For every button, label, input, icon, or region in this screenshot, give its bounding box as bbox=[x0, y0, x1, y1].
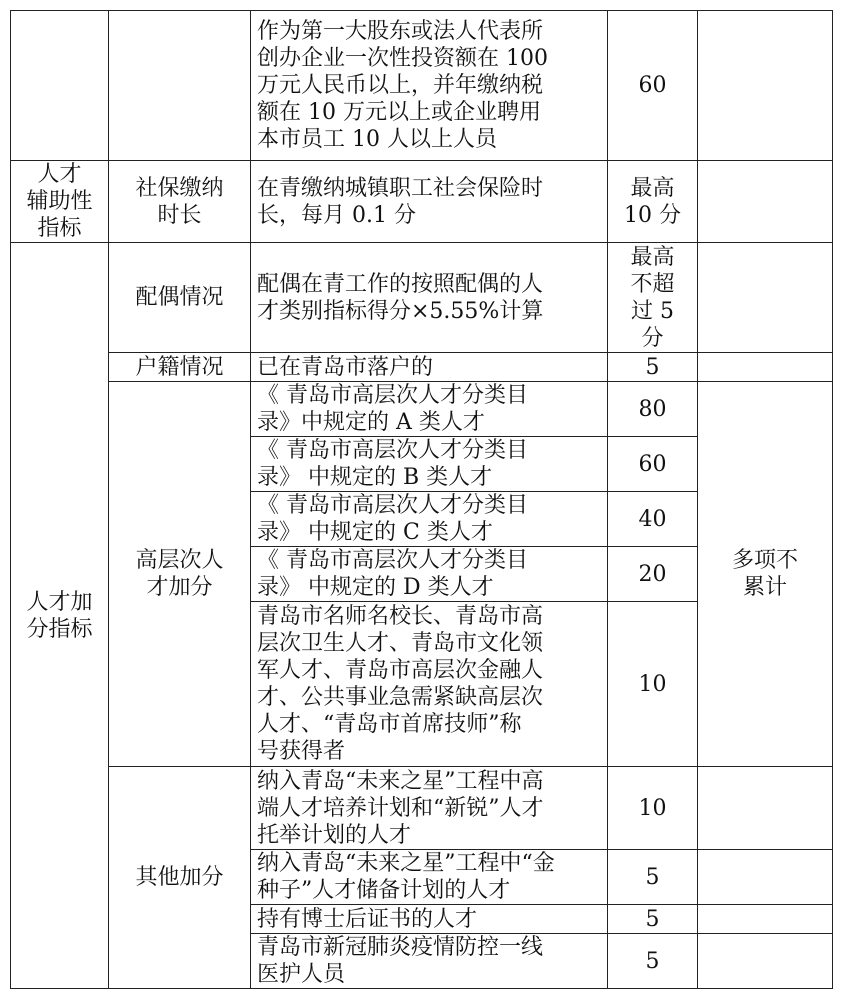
score-cell: 5 bbox=[608, 353, 698, 382]
note-cell bbox=[698, 767, 833, 850]
note-cell bbox=[698, 905, 833, 934]
category-cell bbox=[11, 11, 109, 161]
table-row bbox=[11, 767, 833, 850]
table-row bbox=[11, 243, 833, 353]
description-cell: 青岛市名师名校长、青岛市高 层次卫生人才、青岛市文化领 军人才、青岛市高层次金融人 才、公共事业急需紧缺高层次 人才、“青岛市首席技师”称 号获得者 bbox=[251, 602, 608, 767]
description-cell: 青岛市新冠肺炎疫情防控一线 医护人员 bbox=[251, 934, 608, 989]
score-cell: 5 bbox=[608, 905, 698, 934]
note-cell bbox=[698, 850, 833, 905]
subcategory-cell: 其他加分 bbox=[109, 767, 251, 989]
subcategory-cell: 配偶情况 bbox=[109, 243, 251, 353]
category-cell: 人才加 分指标 bbox=[11, 243, 109, 989]
note-cell bbox=[698, 11, 833, 161]
score-cell: 5 bbox=[608, 934, 698, 989]
score-cell: 最高 10 分 bbox=[608, 161, 698, 243]
score-cell: 80 bbox=[608, 382, 698, 437]
score-cell: 60 bbox=[608, 437, 698, 492]
subcategory-cell: 社保缴纳 时长 bbox=[109, 161, 251, 243]
score-cell: 最高 不超 过 5 分 bbox=[608, 243, 698, 353]
note-cell bbox=[698, 161, 833, 243]
description-cell: 《 青岛市高层次人才分类目 录》 中规定的 D 类人才 bbox=[251, 547, 608, 602]
subcategory-cell bbox=[109, 11, 251, 161]
description-cell: 配偶在青工作的按照配偶的人 才类别指标得分×5.55%计算 bbox=[251, 243, 608, 353]
subcategory-cell: 高层次人 才加分 bbox=[109, 382, 251, 767]
description-cell: 《 青岛市高层次人才分类目 录》 中规定的 C 类人才 bbox=[251, 492, 608, 547]
subcategory-cell: 户籍情况 bbox=[109, 353, 251, 382]
score-cell: 20 bbox=[608, 547, 698, 602]
score-cell: 40 bbox=[608, 492, 698, 547]
category-cell: 人才 辅助性 指标 bbox=[11, 161, 109, 243]
description-cell: 《 青岛市高层次人才分类目 录》 中规定的 B 类人才 bbox=[251, 437, 608, 492]
score-cell: 60 bbox=[608, 11, 698, 161]
note-cell bbox=[698, 934, 833, 989]
description-cell: 纳入青岛“未来之星”工程中高 端人才培养计划和“新锐”人才 托举计划的人才 bbox=[251, 767, 608, 850]
description-cell: 持有博士后证书的人才 bbox=[251, 905, 608, 934]
description-cell: 作为第一大股东或法人代表所 创办企业一次性投资额在 100 万元人民币以上，并年缴纳税 额在 10 万元以上或企业聘用 本市员工 10 人以上人员 bbox=[251, 11, 608, 161]
description-cell: 《 青岛市高层次人才分类目 录》中规定的 A 类人才 bbox=[251, 382, 608, 437]
table-row bbox=[11, 382, 833, 437]
score-cell: 5 bbox=[608, 850, 698, 905]
note-cell bbox=[698, 353, 833, 382]
description-cell: 在青缴纳城镇职工社会保险时 长，每月 0.1 分 bbox=[251, 161, 608, 243]
table-row bbox=[11, 353, 833, 382]
table-row bbox=[11, 11, 833, 161]
description-cell: 已在青岛市落户的 bbox=[251, 353, 608, 382]
description-cell: 纳入青岛“未来之星”工程中“金 种子”人才储备计划的人才 bbox=[251, 850, 608, 905]
score-cell: 10 bbox=[608, 767, 698, 850]
note-cell bbox=[698, 243, 833, 353]
score-cell: 10 bbox=[608, 602, 698, 767]
talent-scoring-table bbox=[10, 10, 833, 989]
table-row bbox=[11, 161, 833, 243]
note-cell: 多项不 累计 bbox=[698, 382, 833, 767]
